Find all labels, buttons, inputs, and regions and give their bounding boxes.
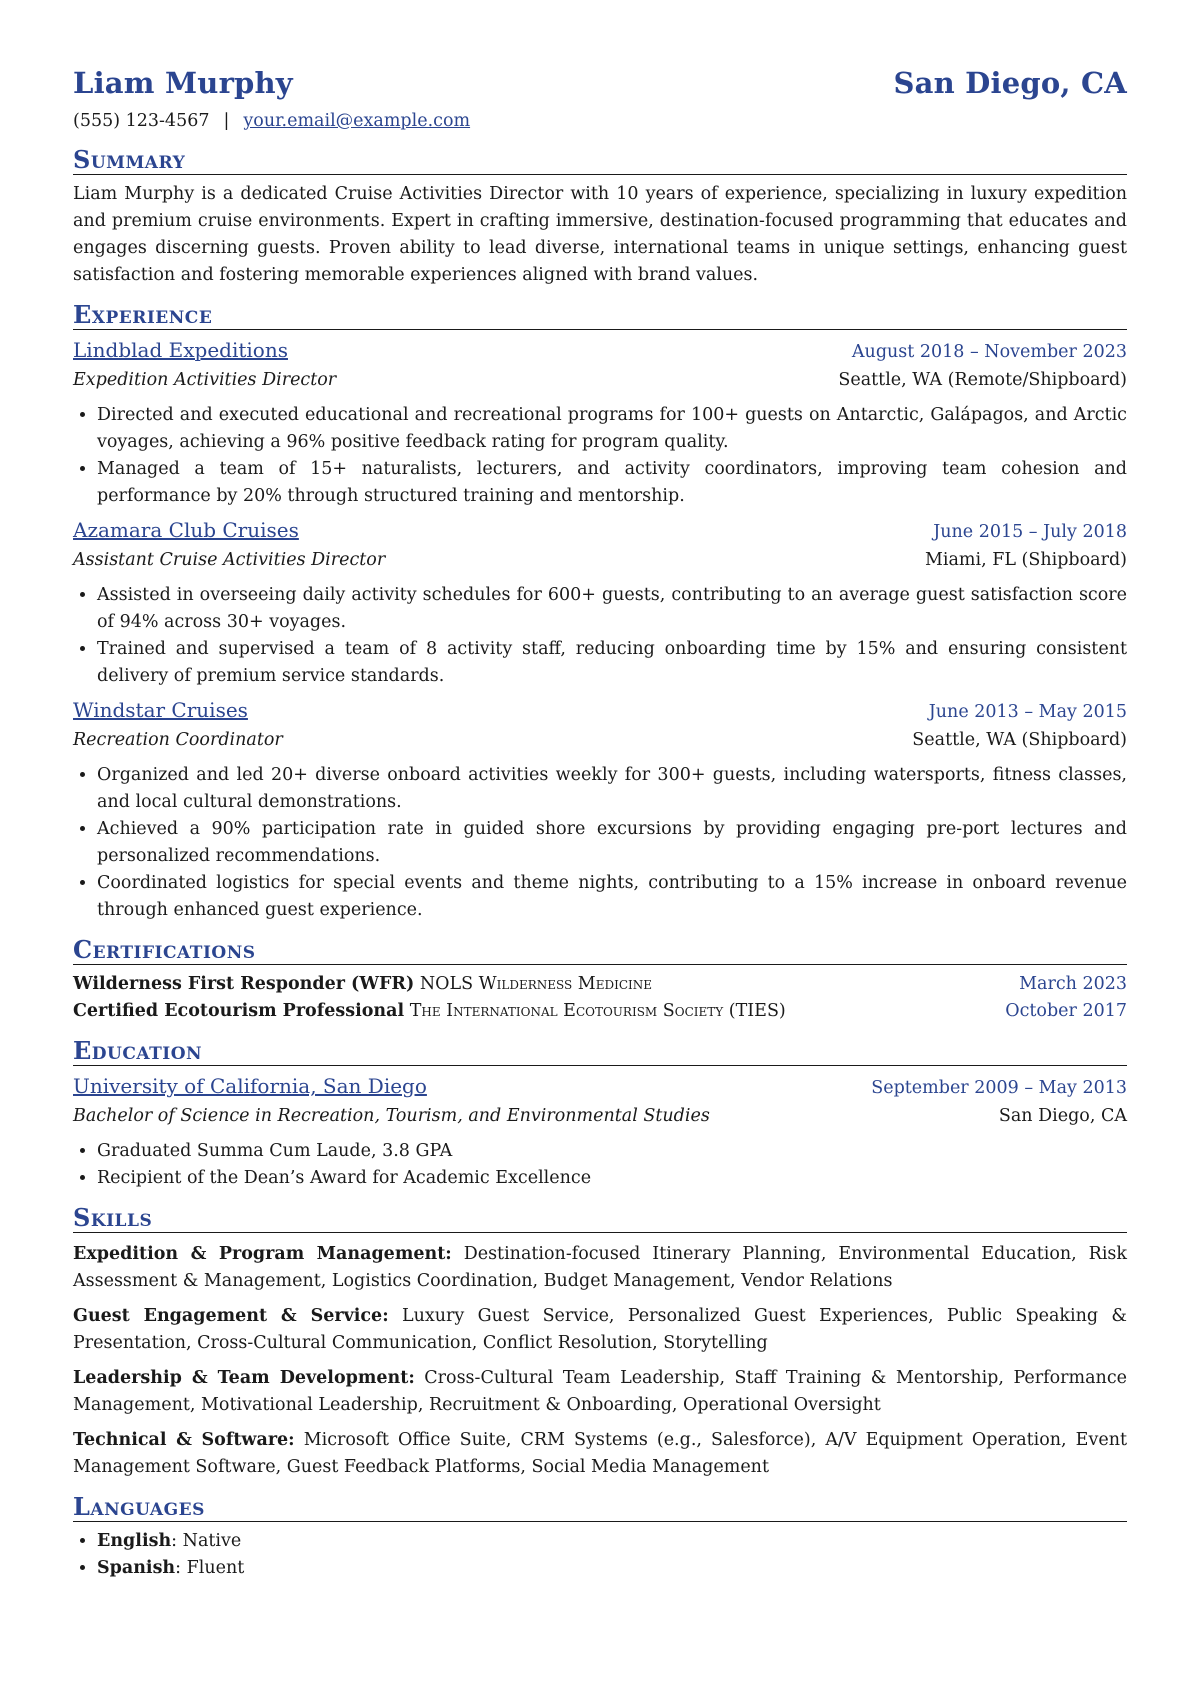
list-item (97, 1528, 1127, 1555)
certification-date: March 2023 (1019, 974, 1127, 994)
skill-group-label: Expedition & Program Management: (73, 1244, 452, 1264)
language-level: : Fluent (175, 1558, 245, 1578)
list-item: • Achieved a 90% participation rate in guided shore excursions by providing engaging pre-port lectures and personalized recommendations. (97, 816, 1127, 870)
experience-entry (73, 696, 1127, 924)
language-list (73, 1528, 1127, 1582)
skill-group-text: Microsoft Office Suite, CRM Systems (e.g., Salesforce), A/V Equipment Operation, Event Management Software, Guest Feedback Platforms, Social Media Management (73, 1430, 1127, 1477)
employment-dates: June 2013 – May 2015 (928, 702, 1127, 722)
language-level: : Native (171, 1531, 242, 1551)
employment-dates: August 2018 – November 2023 (851, 342, 1127, 362)
list-item (97, 1555, 1127, 1582)
job-title: Assistant Cruise Activities Director (73, 550, 386, 570)
achievement-list (73, 762, 1127, 924)
skill-group (73, 1241, 1127, 1295)
job-title: Expedition Activities Director (73, 370, 337, 390)
degree: Bachelor of Science in Recreation, Tourism, and Environmental Studies (73, 1106, 710, 1126)
skill-group-label: Leadership & Team Development: (73, 1368, 415, 1388)
skill-group-text: Cross-Cultural Team Leadership, Staff Training & Mentorship, Performance Management, Motivational Leadership, Recruitment & Onboarding, Operational Oversight (73, 1368, 1127, 1415)
section-title-languages: Languages (73, 1493, 1127, 1522)
summary-text: Liam Murphy is a dedicated Cruise Activities Director with 10 years of experience, specializing in luxury expedition and premium cruise environments. Expert in crafting immersive, destination-focused programming that educates and engages discerning guests. Proven ability to lead diverse, international teams in unique settings, enhancing guest satisfaction and fostering memorable experiences aligned with brand values. (73, 184, 1127, 285)
section-title-skills: Skills (73, 1204, 1127, 1233)
list-item: • Graduated Summa Cum Laude, 3.8 GPA (97, 1138, 1127, 1165)
certifications-section (73, 936, 1127, 1025)
employer-link[interactable]: Azamara Club Cruises (73, 518, 299, 542)
header (73, 58, 1127, 108)
list-item: • Assisted in overseeing daily activity schedules for 600+ guests, contributing to an average guest satisfaction score of 94% across 30+ voyages. (97, 582, 1127, 636)
experience-section (73, 301, 1127, 924)
section-title-education: Education (73, 1037, 1127, 1066)
phone-number: (555) 123-4567 (73, 111, 210, 131)
resume-page (73, 58, 1127, 1582)
section-title-certifications: Certifications (73, 936, 1127, 965)
education-dates: September 2009 – May 2013 (871, 1078, 1127, 1098)
skill-group-label: Technical & Software: (73, 1430, 295, 1450)
candidate-name: Liam Murphy (73, 66, 293, 100)
list-item: • Managed a team of 15+ naturalists, lecturers, and activity coordinators, improving team cohesion and performance by 20% through structured training and mentorship. (97, 456, 1127, 510)
employer-link[interactable]: Windstar Cruises (73, 698, 248, 722)
candidate-location: San Diego, CA (893, 66, 1127, 100)
school-location: San Diego, CA (998, 1106, 1127, 1126)
certification-issuer: NOLS Wilderness Medicine (419, 974, 653, 994)
list-item: • Trained and supervised a team of 8 activity staff, reducing onboarding time by 15% and ensuring consistent delivery of premium service standards. (97, 636, 1127, 690)
job-location: Seattle, WA (Shipboard) (912, 730, 1127, 750)
summary-section (73, 146, 1127, 289)
experience-entry (73, 516, 1127, 690)
school-link[interactable]: University of California, San Diego (73, 1074, 427, 1098)
language-name: English (97, 1531, 172, 1551)
list-item: • Organized and led 20+ diverse onboard activities weekly for 300+ guests, including watersports, fitness classes, and local cultural demonstrations. (97, 762, 1127, 816)
job-location: Miami, FL (Shipboard) (924, 550, 1127, 570)
skill-group-text: Destination-focused Itinerary Planning, Environmental Education, Risk Assessment & Management, Logistics Coordination, Budget Management, Vendor Relations (73, 1244, 1128, 1291)
language-name: Spanish (97, 1558, 176, 1578)
skills-section (73, 1204, 1127, 1481)
achievement-list (73, 402, 1127, 510)
achievement-list (73, 582, 1127, 690)
experience-entry (73, 336, 1127, 510)
list-item: • Recipient of the Dean’s Award for Academic Excellence (97, 1165, 1127, 1192)
employer-link[interactable]: Lindblad Expeditions (73, 338, 288, 362)
section-title-experience: Experience (73, 301, 1127, 330)
certification-issuer: The International Ecotourism Society (TIES) (409, 1001, 786, 1021)
employment-dates: June 2015 – July 2018 (933, 522, 1127, 542)
section-title-summary: Summary (73, 146, 1127, 175)
contact-line (73, 108, 1127, 134)
languages-section (73, 1493, 1127, 1582)
list-item: • Directed and executed educational and recreational programs for 100+ guests on Antarctic, Galápagos, and Arctic voyages, achieving a 96% positive feedback rating for program quality. (97, 402, 1127, 456)
certification-item (73, 998, 1127, 1025)
skill-group (73, 1427, 1127, 1481)
certification-item (73, 971, 1127, 998)
skill-group (73, 1303, 1127, 1357)
certification-name: Certified Ecotourism Professional (73, 1001, 405, 1021)
skill-group (73, 1365, 1127, 1419)
email-link[interactable]: your.email@example.com (243, 111, 471, 131)
job-location: Seattle, WA (Remote/Shipboard) (838, 370, 1127, 390)
skill-group-label: Guest Engagement & Service: (73, 1306, 389, 1326)
certification-date: October 2017 (1005, 1001, 1127, 1021)
list-item: • Coordinated logistics for special events and theme nights, contributing to a 15% increase in onboard revenue through enhanced guest experience. (97, 870, 1127, 924)
job-title: Recreation Coordinator (73, 730, 283, 750)
contact-separator: | (223, 111, 230, 131)
certification-name: Wilderness First Responder (WFR) (73, 974, 415, 994)
education-highlights (73, 1138, 1127, 1192)
skill-group-text: Luxury Guest Service, Personalized Guest Experiences, Public Speaking & Presentation, Cross-Cultural Communication, Conflict Resolution, Storytelling (73, 1306, 1127, 1353)
education-entry (73, 1072, 1127, 1192)
education-section (73, 1037, 1127, 1192)
